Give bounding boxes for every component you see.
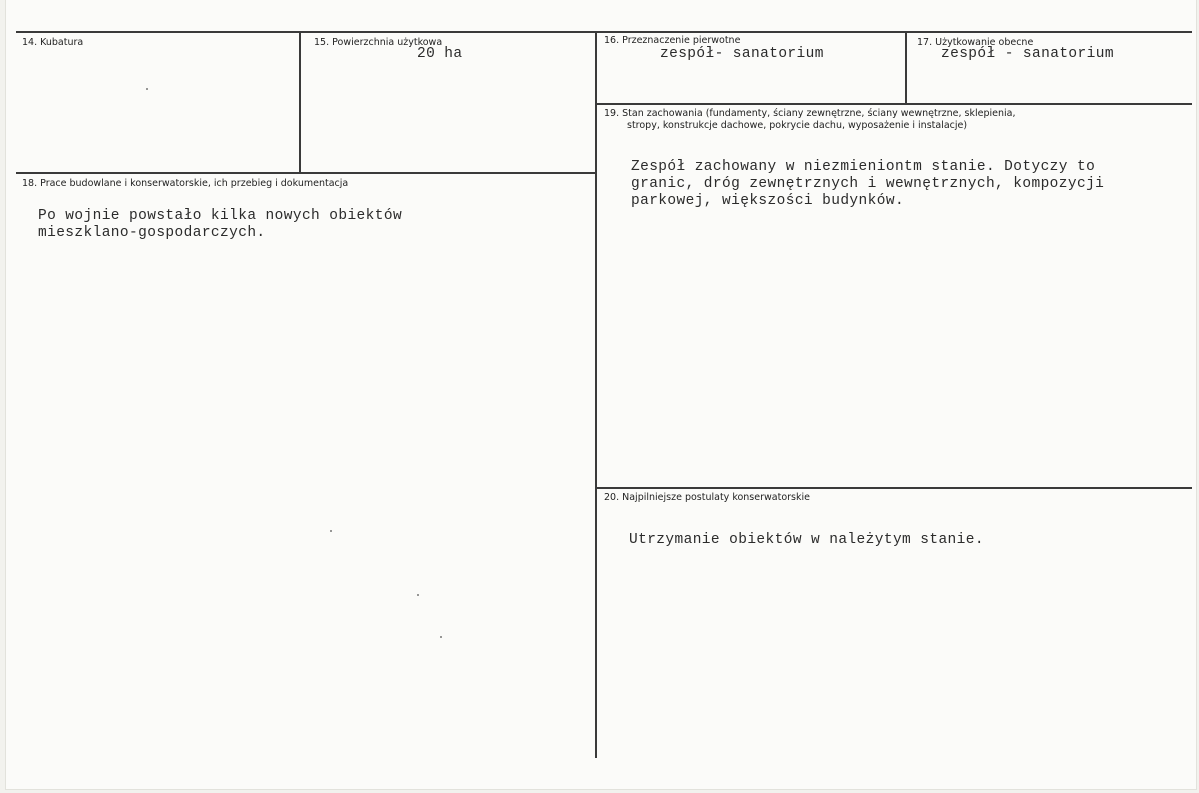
field-18-line-2: mieszklano-gospodarczych. <box>38 225 266 241</box>
field-19-line-3: parkowej, większości budynków. <box>631 193 905 209</box>
field-19-line-1: Zespół zachowany w niezmieniontm stanie. Dotyczy to <box>631 159 1096 175</box>
field-14-label: 14. Kubatura <box>22 37 84 48</box>
divider-14-15 <box>299 33 301 173</box>
divider-16-17 <box>905 33 907 103</box>
field-20-value: Utrzymanie obiektów w należytym stanie. <box>629 532 984 548</box>
field-19-label-line-2: stropy, konstrukcje dachowe, pokrycie dachu, wyposażenie i instalacje) <box>627 120 968 131</box>
inventory-card <box>6 0 1196 789</box>
field-19-label-line-1: 19. Stan zachowania (fundamenty, ściany zewnętrzne, ściany wewnętrzne, sklepienia, <box>604 108 1016 119</box>
paper-speck <box>330 530 332 532</box>
paper-speck <box>440 636 442 638</box>
top-border <box>16 31 1192 33</box>
field-19-line-2: granic, dróg zewnętrznych i wewnętrznych, kompozycji <box>631 176 1105 192</box>
divider-row-16-19 <box>597 103 1192 105</box>
field-20-label: 20. Najpilniejsze postulaty konserwatorskie <box>604 492 810 503</box>
field-15-label: 15. Powierzchnia użytkowa <box>314 37 443 48</box>
divider-row-19-20 <box>597 487 1192 489</box>
field-16-label: 16. Przeznaczenie pierwotne <box>604 35 741 46</box>
field-15-value: 20 ha <box>417 46 463 62</box>
divider-row-14-18 <box>16 172 596 174</box>
divider-main <box>595 33 597 758</box>
field-18-label: 18. Prace budowlane i konserwatorskie, ich przebieg i dokumentacja <box>22 178 349 189</box>
paper-speck <box>417 594 419 596</box>
field-17-value: zespół - sanatorium <box>941 46 1114 62</box>
field-18-line-1: Po wojnie powstało kilka nowych obiektów <box>38 208 403 224</box>
field-17-label: 17. Użytkowanie obecne <box>917 37 1034 48</box>
field-16-value: zespół- sanatorium <box>660 46 824 62</box>
paper-speck <box>146 88 148 90</box>
